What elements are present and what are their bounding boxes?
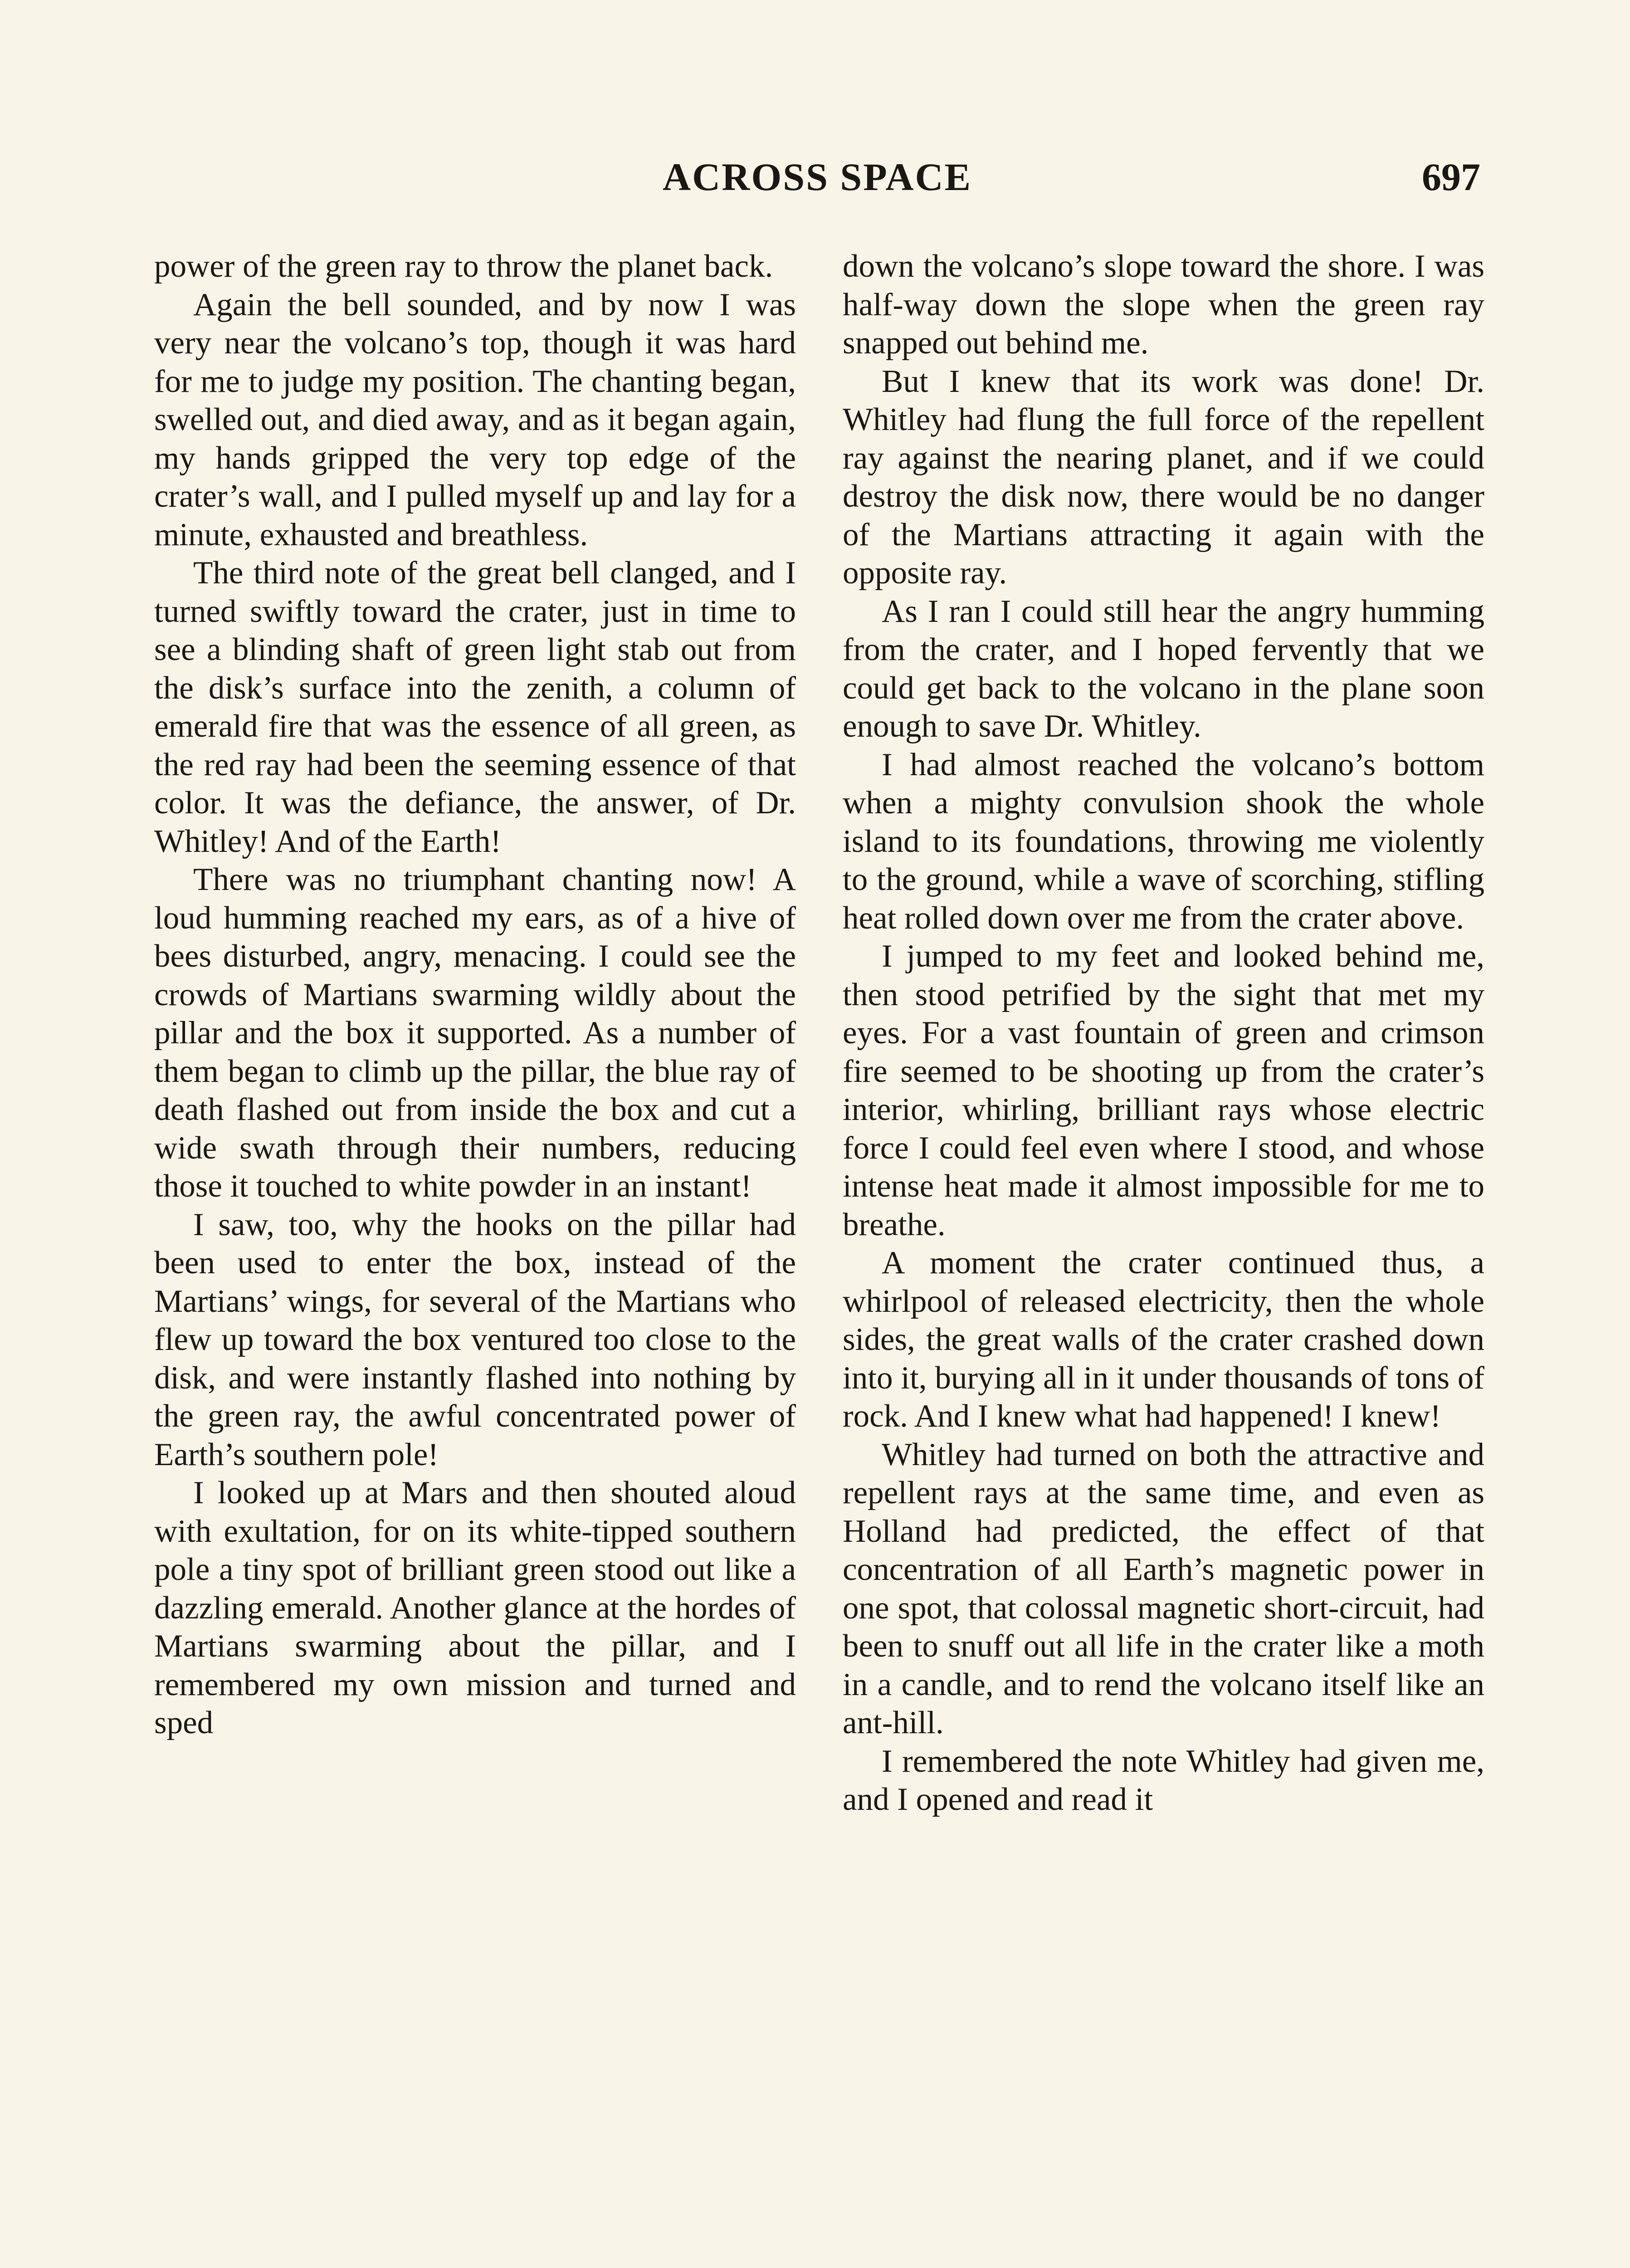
paragraph: I looked up at Mars and then shouted aloud with exultation, for on its white-tipped southern pole a tiny spot of brilliant green stood out like a dazzling emerald. Another glance at the hordes of Martians swarming about the pillar, and I remembered my own mission and turned and sped [154, 1475, 796, 1740]
paragraph: Whitley had turned on both the attractive and repellent rays at the same time, and even as Holland had predicted, the effect of that concentration of all Earth’s magnetic power in one spot, that colossal magnetic short-circuit, had been to snuff out all life in the crater like a moth in a candle, and to rend the volcano itself like an ant-hill. [843, 1437, 1484, 1740]
paragraph: The third note of the great bell clanged, and I turned swiftly toward the crater, just in time to see a blinding shaft of green light stab out from the disk’s surface into the zenith, a column of emerald fire that was the essence of all green, as the red ray had been the seeming essence of that color. It was the defiance, the answer, of Dr. Whitley! And of the Earth! [154, 555, 796, 859]
paragraph: A moment the crater continued thus, a whirlpool of released electricity, then the whole sides, the great walls of the crater crashed down into it, burying all in it under thousands of tons of rock. And I knew what had happened! I knew! [843, 1245, 1484, 1434]
paragraph: Again the bell sounded, and by now I was very near the volcano’s top, though it was hard for me to judge my position. The chanting began, swelled out, and died away, and as it began again, my hands gripped the very top edge of the crater’s wall, and I pulled myself up and lay for a minute, exhausted and breathless. [154, 287, 796, 552]
paragraph: down the volcano’s slope toward the shore. I was half-way down the slope when the green ray snapped out behind me. [843, 249, 1484, 361]
paragraph: There was no triumphant chanting now! A loud humming reached my ears, as of a hive of bees disturbed, angry, menacing. I could see the crowds of Martians swarming wildly about the pillar and the box it supported. As a number of them began to climb up the pillar, the blue ray of death flashed out from inside the box and cut a wide swath through their numbers, reducing those it touched to white powder in an instant! [154, 862, 796, 1204]
page-number: 697 [1422, 155, 1480, 199]
paragraph: I had almost reached the volcano’s bottom when a mighty convulsion shook the whole island to its foundations, throwing me violently to the ground, while a wave of scorching, stifling heat rolled down over me from the crater above. [843, 747, 1484, 936]
paragraph: I saw, too, why the hooks on the pillar had been used to enter the box, instead of the Martians’ wings, for several of the Martians who flew up toward the box ventured too close to the disk, and were instantly flashed into nothing by the green ray, the awful concentrated power of Earth’s southern pole! [154, 1207, 796, 1472]
paragraph: I jumped to my feet and looked behind me, then stood petrified by the sight that met my eyes. For a vast fountain of green and crimson fire seemed to be shooting up from the crater’s interior, whirling, brilliant rays whose electric force I could feel even where I stood, and whose intense heat made it almost impossible for me to breathe. [843, 938, 1484, 1242]
paragraph: I remembered the note Whitley had given me, and I opened and read it [843, 1743, 1484, 1817]
left-column [154, 247, 796, 1742]
paragraph: But I knew that its work was done! Dr. Whitley had flung the full force of the repellent ray against the nearing planet, and if we could destroy the disk now, there would be no danger of the Martians attracting it again with the opposite ray. [843, 363, 1484, 591]
paragraph: power of the green ray to throw the planet back. [154, 249, 773, 284]
right-column [843, 247, 1484, 1819]
running-head [154, 154, 1480, 204]
running-title: ACROSS SPACE [663, 155, 972, 199]
paragraph: As I ran I could still hear the angry humming from the crater, and I hoped fervently that we could get back to the volcano in the plane soon enough to save Dr. Whitley. [843, 593, 1484, 744]
